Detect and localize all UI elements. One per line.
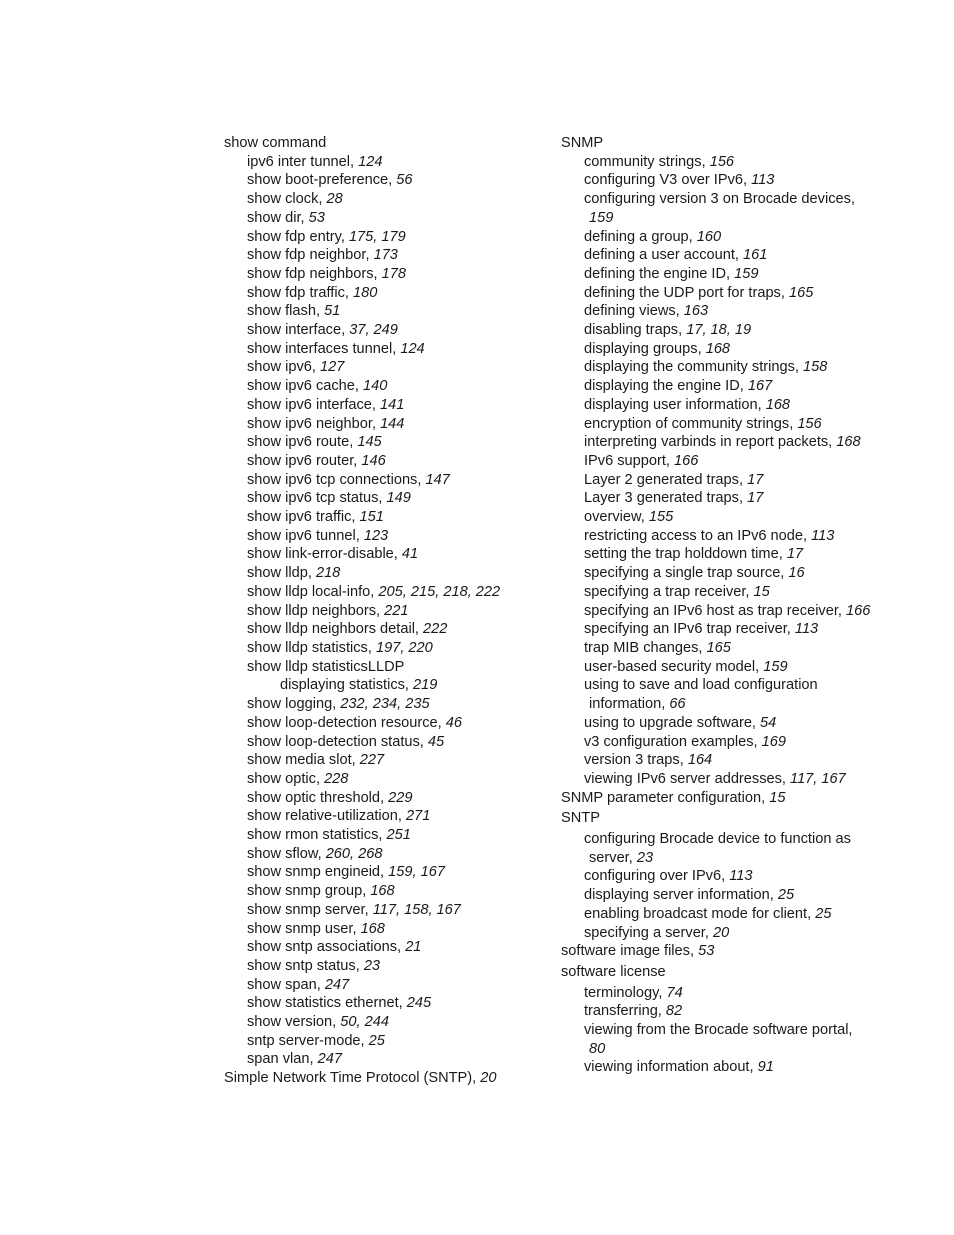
index-term: defining views, [584,303,684,320]
index-term: show fdp neighbors, [247,265,382,282]
index-entry-continuation [561,209,891,228]
index-column-right [561,134,891,1077]
index-term: disabling traps, [584,322,687,339]
index-subentry [224,863,544,882]
page-references: 163 [683,303,709,320]
index-subentry [224,882,544,901]
page-references: 25 [777,887,795,904]
index-subentry [224,321,544,340]
index-term: show ipv6 traffic, [247,509,360,526]
page-references: 16 [788,565,805,582]
page-references: 15 [753,583,770,600]
page-references: 232, 234, 235 [340,696,430,713]
index-subentry [224,415,544,434]
index-subentry [561,1002,891,1021]
index-subentry [224,658,544,677]
index-subentry [224,471,544,490]
index-term: software license [561,963,666,980]
page-references: 17 [786,546,804,563]
page-references: 247 [324,976,350,993]
page-references: 247 [317,1051,342,1068]
index-term: using to save and load configuration [584,677,818,694]
index-term: show rmon statistics, [247,827,387,844]
index-subentry [561,564,891,583]
page-references: 74 [666,984,683,1001]
index-subentry [224,695,544,714]
index-term: show fdp entry, [247,228,349,245]
index-term: defining the engine ID, [584,265,735,282]
page-references: 20 [480,1070,497,1087]
index-term: trap MIB changes, [584,639,707,656]
page-references: 165 [788,284,814,301]
index-subentry [561,358,891,377]
page-references: 180 [353,284,378,301]
index-term: information, [589,696,670,713]
page-references: 91 [757,1059,774,1076]
page-references: 146 [361,452,386,469]
page-references: 169 [761,733,787,750]
index-subentry [561,1021,891,1040]
index-term: configuring version 3 on Brocade devices, [584,191,855,208]
index-subentry [224,639,544,658]
page-references: 66 [669,696,686,713]
page-references: 168 [360,920,385,937]
page-references: 197, 220 [375,639,433,656]
page-references: 54 [760,714,777,731]
index-term: setting the trap holddown time, [584,546,787,563]
index-subentry [224,209,544,228]
page-references: 219 [413,677,438,694]
index-subentry [224,1013,544,1032]
index-subentry [561,321,891,340]
page-references: 205, 215, 218, 222 [378,583,501,600]
page-references: 53 [698,943,715,960]
index-entry [561,134,891,153]
index-term: terminology, [584,984,667,1001]
index-term: configuring V3 over IPv6, [584,172,752,189]
index-subentry [561,171,891,190]
index-term: SNMP [561,135,604,151]
index-subentry [224,377,544,396]
page-references: 166 [846,602,871,619]
index-subentry [561,228,891,247]
index-subentry [561,396,891,415]
page-references: 156 [709,153,735,170]
index-subentry [224,938,544,957]
index-term: specifying an IPv6 host as trap receiver, [584,602,847,619]
page-references: 141 [380,396,405,413]
index-subentry [224,228,544,247]
page-references: 50, 244 [340,1014,389,1031]
page-references: 51 [324,303,341,320]
page-references: 17 [747,471,764,488]
index-term: show media slot, [247,752,360,769]
index-term: show ipv6 tcp status, [247,490,387,507]
index-subentry [561,770,891,789]
index-subentry [561,639,891,658]
page-references: 229 [388,789,413,806]
index-subentry [561,471,891,490]
page-references: 228 [324,770,349,787]
page-references: 124 [400,340,425,357]
index-term: displaying the engine ID, [584,378,748,395]
index-term: show sflow, [247,845,326,862]
index-term: overview, [584,509,649,526]
index-term: show sntp status, [247,957,364,974]
page-references: 159, 167 [388,864,445,881]
index-term: show lldp local-info, [247,583,379,600]
index-term: show ipv6 interface, [247,396,381,413]
index-subentry [561,452,891,471]
index-term: show ipv6 tunnel, [247,527,364,544]
page-references: 25 [368,1032,385,1049]
page-references: 161 [743,247,768,264]
index-subentry [561,620,891,639]
page-references: 175, 179 [348,228,406,245]
index-subentry [561,905,891,924]
index-term: enabling broadcast mode for client, [584,905,816,922]
index-term: show lldp statisticsLLDP [247,658,405,675]
index-subentry [561,489,891,508]
page-references: 46 [445,714,462,731]
index-term: user-based security model, [584,658,764,675]
index-entry [561,963,891,982]
index-subentry [561,415,891,434]
index-entry-continuation [561,695,891,714]
index-term: show snmp user, [247,920,361,937]
index-term: using to upgrade software, [584,714,761,731]
index-term: displaying groups, [584,340,706,357]
index-term: sntp server-mode, [247,1032,369,1049]
index-subentry [224,265,544,284]
index-subentry [224,602,544,621]
page-references: 245 [406,995,432,1012]
page-references: 17 [747,490,764,507]
page-references: 167 [747,378,773,395]
index-term: show loop-detection status, [247,733,428,750]
index-entry [561,809,891,828]
index-subentry [224,1050,544,1069]
page-references: 149 [386,490,411,507]
page-references: 173 [373,247,398,264]
index-term: show dir, [247,209,309,226]
index-term: restricting access to an IPv6 node, [584,527,812,544]
index-entry [224,1069,544,1088]
index-subentry [561,284,891,303]
page-references: 158 [803,359,828,376]
page-references: 178 [381,265,407,282]
index-term: configuring over IPv6, [584,868,730,885]
page-references: 144 [380,415,405,432]
index-term: show flash, [247,303,325,320]
index-term: show lldp neighbors detail, [247,621,424,638]
index-entry [224,134,544,153]
index-subentry [561,676,891,695]
index-subentry [561,302,891,321]
index-term: SNTP [561,810,600,827]
page-references: 113 [794,621,819,638]
index-term: show snmp group, [247,883,371,900]
index-subentry [224,957,544,976]
index-subentry [224,246,544,265]
index-term: specifying an IPv6 trap receiver, [584,621,795,638]
index-subentry [224,564,544,583]
index-subentry [561,867,891,886]
index-subentry [224,733,544,752]
index-subentry [224,190,544,209]
index-term: encryption of community strings, [584,415,798,432]
index-term: show sntp associations, [247,939,406,956]
index-term: show ipv6 tcp connections, [247,471,426,488]
page-references: 227 [359,752,385,769]
index-term: ipv6 inter tunnel, [247,153,359,170]
index-term: show clock, [247,191,327,208]
index-subentry [561,340,891,359]
page-references: 113 [811,527,835,544]
page-references: 117, 158, 167 [372,901,461,918]
page-references: 251 [386,827,411,844]
index-term: show optic, [247,770,325,787]
page-references: 82 [665,1003,683,1020]
index-term: viewing IPv6 server addresses, [584,770,791,787]
index-subentry [224,508,544,527]
index-term: show command [224,135,327,151]
index-term: displaying the community strings, [584,359,803,376]
page-references: 17, 18, 19 [686,322,752,339]
page-references: 41 [401,546,419,563]
index-term: community strings, [584,153,710,170]
index-term: specifying a trap receiver, [584,583,754,600]
index-term: displaying server information, [584,887,778,904]
index-term: displaying user information, [584,396,766,413]
index-subentry [561,433,891,452]
page-references: 140 [363,378,388,395]
page-references: 23 [363,957,381,974]
index-term: show ipv6 router, [247,452,362,469]
index-term: viewing from the Brocade software portal, [584,1022,853,1039]
index-term: interpreting varbinds in report packets, [584,434,837,451]
index-subentry [224,789,544,808]
page-references: 21 [405,939,422,956]
page-references: 113 [729,868,753,885]
index-subentry [561,751,891,770]
page-references: 20 [712,924,730,941]
index-subentry [224,527,544,546]
index-subentry [561,153,891,172]
page-references: 56 [396,172,413,189]
index-subentry [561,886,891,905]
index-term: show fdp traffic, [247,284,353,301]
index-subentry [561,246,891,265]
page-references: 168 [370,883,395,900]
page-references: 113 [751,172,775,189]
page-references: 168 [705,340,731,357]
page-references: 155 [648,509,674,526]
page-references: 53 [308,209,325,226]
index-term: specifying a server, [584,924,713,941]
index-term: viewing information about, [584,1059,758,1076]
page-references: 127 [320,359,345,376]
index-term: show lldp statistics, [247,639,376,656]
index-term: show span, [247,976,325,993]
index-subentry [224,284,544,303]
index-subentry [561,545,891,564]
index-subentry [224,545,544,564]
index-term: software image files, [561,943,699,960]
index-subentry [224,770,544,789]
page-references: 145 [357,434,382,451]
index-subentry [224,358,544,377]
index-subentry [561,527,891,546]
index-subentry [224,845,544,864]
page-references: 117, 167 [790,770,846,787]
index-subentry [224,807,544,826]
index-term: defining a user account, [584,247,744,264]
index-term: show logging, [247,696,341,713]
index-entry [561,942,891,961]
page-references: 15 [769,789,786,806]
index-term: transferring, [584,1003,666,1020]
index-subentry [224,901,544,920]
page-references: 165 [706,639,731,656]
index-subentry [561,583,891,602]
index-term: show snmp server, [247,901,373,918]
page-references: 166 [674,452,699,469]
index-entry-continuation [561,1040,891,1059]
index-term: show loop-detection resource, [247,714,446,731]
index-subentry [561,733,891,752]
index-subentry [224,994,544,1013]
index-subentry [224,433,544,452]
index-term: show lldp, [247,565,316,582]
index-term: show interface, [247,322,350,339]
index-subentry [224,751,544,770]
index-subentry [561,508,891,527]
page-references: 37, 249 [349,322,398,339]
index-term: show version, [247,1014,341,1031]
index-subentry [561,265,891,284]
index-subentry [224,452,544,471]
index-term: SNMP parameter configuration, [561,789,770,806]
page-references: 160 [696,228,722,245]
index-subentry [224,171,544,190]
index-term: show optic threshold, [247,789,389,806]
page-references: 156 [797,415,822,432]
page-references: 124 [358,153,383,170]
page-references: 168 [836,434,861,451]
index-term: IPv6 support, [584,452,675,469]
index-term: Layer 3 generated traps, [584,490,748,507]
index-subentry [224,340,544,359]
index-term: v3 configuration examples, [584,733,762,750]
index-term: show ipv6 neighbor, [247,415,381,432]
page-references: 80 [589,1040,606,1057]
index-term: displaying statistics, [280,677,414,694]
page-references: 164 [687,752,713,769]
index-entry [561,789,891,808]
index-subentry [224,976,544,995]
index-term: version 3 traps, [584,752,688,769]
index-subentry [224,583,544,602]
page-references: 151 [359,509,384,526]
page-references: 25 [815,905,832,922]
index-term: show snmp engineid, [247,864,389,881]
index-subentry [561,377,891,396]
index-term: show fdp neighbor, [247,247,374,264]
index-term: show relative-utilization, [247,808,406,825]
index-subentry [224,826,544,845]
index-subentry [561,984,891,1003]
index-term: Layer 2 generated traps, [584,471,748,488]
index-subentry [561,1058,891,1077]
index-subentry [224,714,544,733]
index-subentry [224,153,544,172]
index-subentry [561,830,891,849]
index-subentry [224,489,544,508]
page-references: 23 [636,849,654,866]
index-column-left [224,134,544,1088]
index-term: show lldp neighbors, [247,602,385,619]
index-subentry [224,676,544,695]
index-term: show ipv6 route, [247,434,358,451]
index-term: show boot-preference, [247,172,397,189]
page-references: 45 [427,733,445,750]
index-term: show link-error-disable, [247,546,402,563]
index-term: show interfaces tunnel, [247,340,401,357]
page-references: 271 [405,808,431,825]
page-references: 159 [763,658,788,675]
index-term: show ipv6, [247,359,321,376]
index-term: show ipv6 cache, [247,378,364,395]
index-subentry [561,714,891,733]
index-term: Simple Network Time Protocol (SNTP), [224,1070,481,1087]
page-references: 218 [315,565,341,582]
page-references: 28 [326,191,343,208]
page-references: 260, 268 [325,845,383,862]
index-term: configuring Brocade device to function as [584,831,851,848]
index-subentry [224,920,544,939]
page-references: 222 [423,621,448,638]
page-references: 123 [363,527,389,544]
index-term: server, [589,849,637,866]
index-subentry [224,620,544,639]
page-references: 221 [384,602,409,619]
page-references: 147 [425,471,450,488]
index-entry-continuation [561,849,891,868]
index-subentry [561,924,891,943]
index-term: defining the UDP port for traps, [584,284,789,301]
index-term: show statistics ethernet, [247,995,407,1012]
index-term: defining a group, [584,228,697,245]
index-term: span vlan, [247,1051,318,1068]
page-references: 159 [734,265,759,282]
index-subentry [224,396,544,415]
index-subentry [224,302,544,321]
index-term: specifying a single trap source, [584,565,789,582]
index-subentry [561,658,891,677]
index-subentry [561,190,891,209]
page-references: 168 [765,396,791,413]
index-subentry [224,1032,544,1051]
page-references: 159 [589,209,614,226]
index-subentry [561,602,891,621]
